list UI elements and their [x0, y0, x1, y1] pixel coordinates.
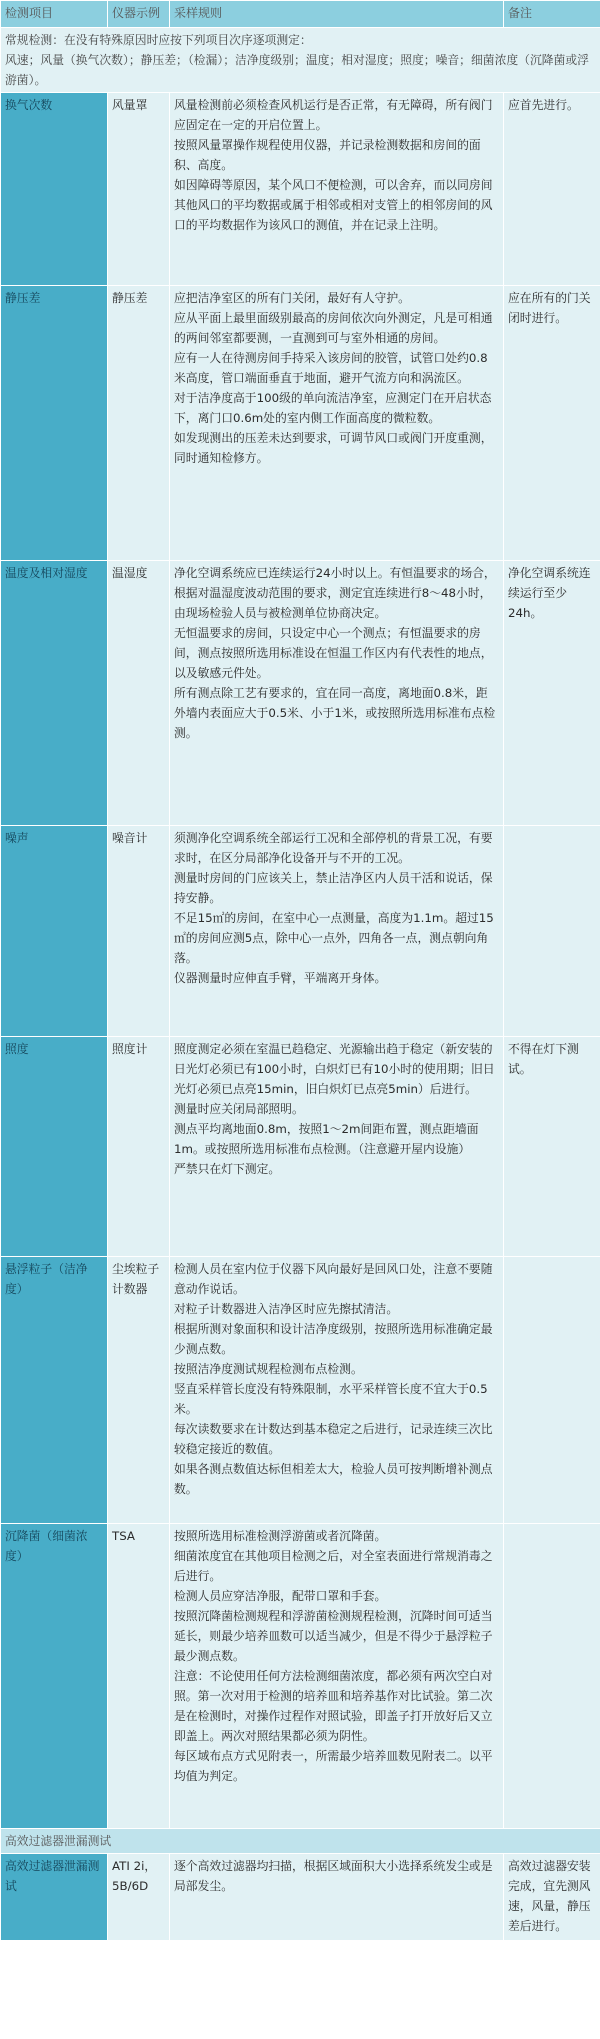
header-cell-note: 备注	[504, 1, 600, 28]
method-paragraph: 按照洁净度测试规程检测布点检测。	[174, 1362, 363, 1376]
item-cell: 照度	[1, 1037, 108, 1257]
note-cell	[504, 826, 600, 1037]
notice-cell	[1, 28, 600, 93]
table-row	[1, 561, 600, 826]
method-cell	[170, 1037, 504, 1257]
method-cell	[170, 286, 504, 561]
method-paragraph: 竖直采样管长度没有特殊限制，水平采样管长度不宜大于0.5米。	[174, 1382, 488, 1416]
table-row	[1, 286, 600, 561]
method-paragraph: 风量检测前必须检查风机运行是否正常，有无障碍，所有阀门应固定在一定的开启位置上。	[174, 98, 493, 132]
item-cell: 悬浮粒子（洁净度）	[1, 1257, 108, 1524]
method-paragraph: 如发现测出的压差未达到要求，可调节风口或阀门开度重测，同时通知检修方。	[174, 431, 493, 465]
method-paragraph: 照度测定必须在室温已趋稳定、光源输出趋于稳定（新安装的日光灯必须已有100小时，白炽灯已有10小时的使用期；旧日光灯必须已点亮15min，旧白炽灯已点亮5min）后进行。	[174, 1042, 495, 1096]
method-paragraph: 不足15㎡的房间，在室中心一点测量，高度为1.1m。超过15㎡的房间应测5点，除中心一点外，四角各一点，测点朝向角落。	[174, 911, 494, 965]
method-paragraph: 严禁只在灯下测定。	[174, 1162, 281, 1176]
note-cell: 不得在灯下测试。	[504, 1037, 600, 1257]
table-row	[1, 1854, 600, 1941]
method-cell	[170, 1524, 504, 1829]
method-paragraph: 测点平均离地面0.8m，按照1～2m间距布置，测点距墙面1m。或按照所选用标准布点检测。（注意避开屋内设施）	[174, 1122, 479, 1156]
item-cell: 静压差	[1, 286, 108, 561]
method-paragraph: 按照风量罩操作规程使用仪器，并记录检测数据和房间的面积、高度。	[174, 138, 481, 172]
method-paragraph: 应从平面上最里面级别最高的房间依次向外测定，凡是可相通的两间邻室都要测，一直测到可与室外相通的房间。	[174, 311, 493, 345]
item-cell: 高效过滤器泄漏测试	[1, 1854, 108, 1941]
method-cell	[170, 93, 504, 286]
method-paragraph: 应把洁净室区的所有门关闭，最好有人守护。	[174, 291, 410, 305]
method-paragraph: 按照沉降菌检测规程和浮游菌检测规程检测，沉降时间可适当延长，则最少培养皿数可以适当减少，但是不得少于悬浮粒子最少测点数。	[174, 1609, 493, 1663]
item-cell: 换气次数	[1, 93, 108, 286]
table-row	[1, 1257, 600, 1524]
method-paragraph: 注意：不论使用任何方法检测细菌浓度，都必须有两次空白对照。第一次对用于检测的培养皿和培养基作对比试验。第二次是在检测时，对操作过程作对照试验，即盖子打开放好后又立即盖上。两次对照结果都必须为阴性。	[174, 1669, 493, 1743]
instrument-cell: 静压差	[108, 286, 170, 561]
header-cell-instrument: 仪器示例	[108, 1, 170, 28]
method-paragraph: 如果各测点数值达标但相差太大，检验人员可按判断增补测点数。	[174, 1462, 493, 1496]
table-row	[1, 93, 600, 286]
note-cell: 净化空调系统连续运行至少24h。	[504, 561, 600, 826]
notice-line-1: 常规检测：在没有特殊原因时应按下列项目次序逐项测定：	[5, 33, 312, 47]
method-paragraph: 逐个高效过滤器均扫描，根据区域面积大小选择系统发尘或是局部发尘。	[174, 1859, 493, 1893]
method-paragraph: 如因障碍等原因，某个风口不便检测，可以舍弃，而以同房间其他风口的平均数据或属于相邻或相对支管上的相邻房间的风口的平均数据作为该风口的测值，并在记录上注明。	[174, 178, 493, 232]
method-paragraph: 按照所选用标准检测浮游菌或者沉降菌。	[174, 1529, 387, 1543]
header-cell-method: 采样规则	[170, 1, 504, 28]
table-row	[1, 1037, 600, 1257]
note-cell: 应在所有的门关闭时进行。	[504, 286, 600, 561]
table-header-row	[1, 1, 600, 28]
item-cell: 噪声	[1, 826, 108, 1037]
note-cell	[504, 1257, 600, 1524]
method-paragraph: 每区域布点方式见附表一，所需最少培养皿数见附表二。以平均值为判定。	[174, 1749, 493, 1783]
note-cell	[504, 1524, 600, 1829]
method-paragraph: 仪器测量时应伸直手臂，平端离开身体。	[174, 971, 387, 985]
method-paragraph: 净化空调系统应已连续运行24小时以上。有恒温要求的场合，根据对温湿度波动范围的要求，测定宜连续进行8～48小时，由现场检验人员与被检测单位协商决定。	[174, 566, 496, 620]
item-cell: 温度及相对湿度	[1, 561, 108, 826]
notice-row	[1, 28, 600, 93]
section-row	[1, 1829, 600, 1854]
method-cell	[170, 826, 504, 1037]
instrument-cell: 风量罩	[108, 93, 170, 286]
notice-line-2: 风速；风量（换气次数）；静压差；（检漏）；洁净度级别；温度；相对湿度；照度；噪音；细菌浓度（沉降菌或浮游菌）。	[5, 53, 589, 87]
method-paragraph: 测量时房间的门应该关上，禁止洁净区内人员干活和说话，保持安静。	[174, 871, 493, 905]
table-row	[1, 826, 600, 1037]
method-paragraph: 检测人员在室内位于仪器下风向最好是回风口处，注意不要随意动作说话。	[174, 1262, 493, 1296]
method-cell	[170, 561, 504, 826]
method-paragraph: 应有一人在待测房间手持采入该房间的胶管，试管口处约0.8米高度，管口端面垂直于地面，避开气流方向和涡流区。	[174, 351, 488, 385]
note-cell: 应首先进行。	[504, 93, 600, 286]
method-cell	[170, 1854, 504, 1941]
method-paragraph: 无恒温要求的房间，只设定中心一个测点；有恒温要求的房间，测点按照所选用标准设在恒温工作区内有代表性的地点，以及敏感元件处。	[174, 626, 493, 680]
method-paragraph: 须测净化空调系统全部运行工况和全部停机的背景工况，有要求时，在区分局部净化设备开与不开的工况。	[174, 831, 493, 865]
method-cell	[170, 1257, 504, 1524]
method-paragraph: 检测人员应穿洁净服，配带口罩和手套。	[174, 1589, 387, 1603]
method-paragraph: 对于洁净度高于100级的单向流洁净室，应测定门在开启状态下，离门口0.6m处的室内侧工作面高度的微粒数。	[174, 391, 492, 425]
instrument-cell: 温湿度	[108, 561, 170, 826]
header-cell-item: 检测项目	[1, 1, 108, 28]
table-row	[1, 1524, 600, 1829]
method-paragraph: 细菌浓度宜在其他项目检测之后，对全室表面进行常规消毒之后进行。	[174, 1549, 493, 1583]
method-paragraph: 根据所测对象面积和设计洁净度级别，按照所选用标准确定最少测点数。	[174, 1322, 493, 1356]
instrument-cell: 照度计	[108, 1037, 170, 1257]
section-title: 高效过滤器泄漏测试	[1, 1829, 600, 1854]
item-cell: 沉降菌（细菌浓度）	[1, 1524, 108, 1829]
note-cell: 高效过滤器安装完成，宜先测风速，风量，静压差后进行。	[504, 1854, 600, 1941]
instrument-cell: 尘埃粒子计数器	[108, 1257, 170, 1524]
instrument-cell: 噪音计	[108, 826, 170, 1037]
method-paragraph: 所有测点除工艺有要求的，宜在同一高度，离地面0.8米，距外墙内表面应大于0.5米、小于1米，或按照所选用标准布点检测。	[174, 686, 496, 740]
method-paragraph: 测量时应关闭局部照明。	[174, 1102, 304, 1116]
instrument-cell: ATI 2i，5B/6D	[108, 1854, 170, 1941]
method-paragraph: 每次读数要求在计数达到基本稳定之后进行，记录连续三次比较稳定接近的数值。	[174, 1422, 493, 1456]
instrument-cell: TSA	[108, 1524, 170, 1829]
method-paragraph: 对粒子计数器进入洁净区时应先擦拭清洁。	[174, 1302, 399, 1316]
